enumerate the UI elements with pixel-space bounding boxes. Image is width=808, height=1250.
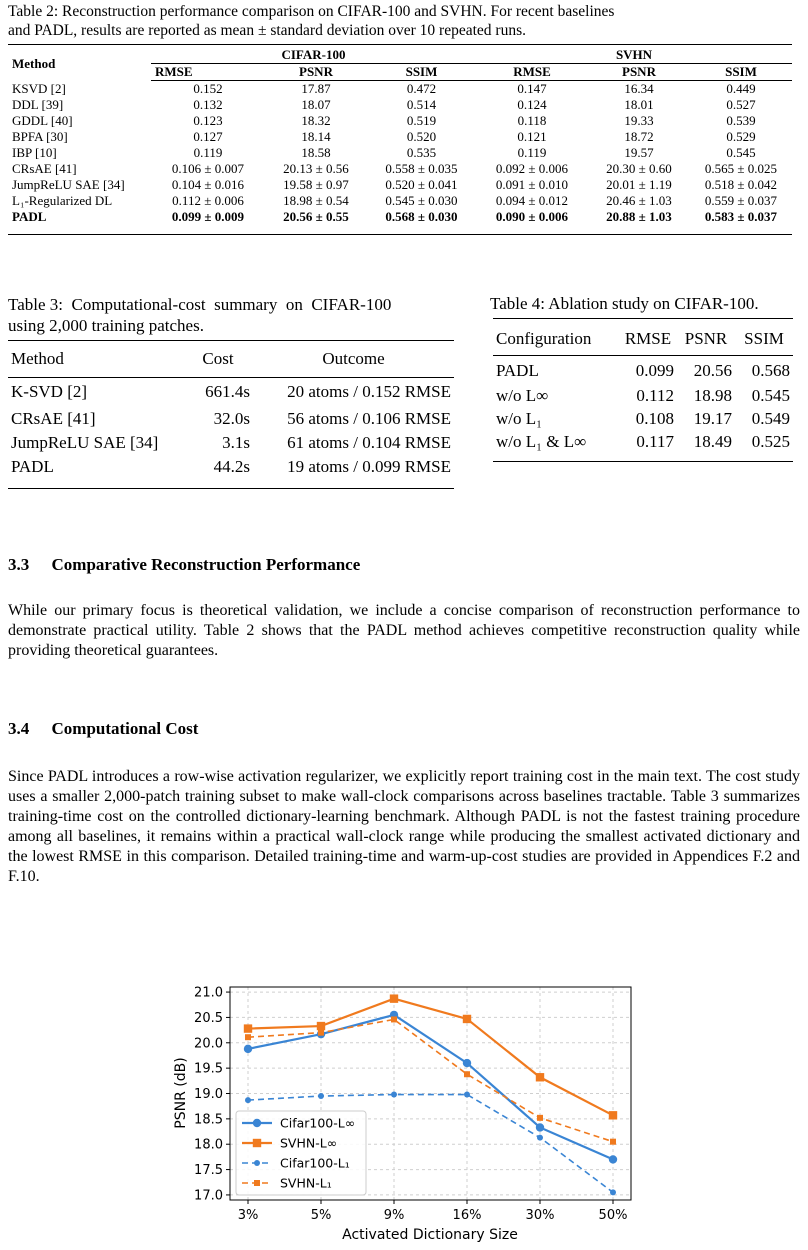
table-row bbox=[8, 431, 454, 455]
table-cell: 20.01 ± 1.19 bbox=[606, 177, 672, 192]
table4-col-config: Configuration bbox=[496, 328, 592, 348]
table-cell: 0.091 ± 0.010 bbox=[495, 177, 569, 192]
table-cell: 0.106 ± 0.007 bbox=[171, 161, 245, 176]
row-label: w/o L∞ bbox=[496, 386, 549, 405]
table-cell: 19.57 bbox=[624, 145, 654, 160]
section-title: Computational Cost bbox=[51, 719, 199, 738]
table-cell: 0.121 bbox=[517, 129, 547, 144]
table2-col-header: RMSE bbox=[476, 64, 588, 81]
chart-point bbox=[464, 1071, 470, 1077]
table4-col-rmse: RMSE bbox=[624, 328, 672, 348]
table2-bottom-rule bbox=[8, 234, 792, 235]
row-label: DDL [39] bbox=[12, 97, 64, 112]
table-cell: 0.108 bbox=[635, 409, 674, 428]
table4-col-psnr: PSNR bbox=[684, 328, 728, 348]
chart-point bbox=[536, 1123, 544, 1131]
table-row bbox=[8, 193, 792, 209]
table-cell: 19.58 ± 0.97 bbox=[283, 177, 349, 192]
table-cell: 0.127 bbox=[193, 129, 223, 144]
table-cell: 0.565 ± 0.025 bbox=[704, 161, 778, 176]
table-cell: 19.17 bbox=[693, 409, 732, 428]
table-cell: 18.49 bbox=[693, 432, 732, 451]
row-label: BPFA [30] bbox=[12, 129, 68, 144]
table-cell: 18.07 bbox=[301, 97, 331, 112]
table-cell: 661.4s bbox=[205, 382, 250, 401]
legend-label: SVHN-L₁ bbox=[280, 1175, 332, 1191]
table-cell: 18.98 ± 0.54 bbox=[283, 193, 349, 208]
table-row bbox=[8, 177, 792, 193]
table-cell: 16.34 bbox=[624, 81, 654, 96]
row-label: K-SVD [2] bbox=[11, 382, 88, 401]
table-cell: 3.1s bbox=[222, 433, 250, 452]
chart-y-tick-label: 17.5 bbox=[194, 1163, 223, 1179]
table-cell: 0.119 bbox=[193, 145, 223, 160]
chart-point bbox=[244, 1024, 252, 1032]
table-row bbox=[8, 97, 792, 113]
table-row bbox=[8, 209, 792, 225]
table-cell: 18.32 bbox=[301, 113, 331, 128]
chart-y-tick-label: 18.5 bbox=[194, 1112, 223, 1128]
row-label: CRsAE [41] bbox=[11, 409, 96, 428]
chart-y-tick-label: 19.0 bbox=[194, 1087, 223, 1102]
table2-col-header: SSIM bbox=[367, 64, 476, 81]
table-cell: 17.87 bbox=[301, 81, 331, 96]
table-cell: 19 atoms / 0.099 RMSE bbox=[287, 457, 451, 476]
table-cell: 0.123 bbox=[193, 113, 223, 128]
chart-point bbox=[537, 1115, 543, 1121]
table-cell: 19.33 bbox=[624, 113, 654, 128]
chart-y-axis-label: PSNR (dB) bbox=[173, 1057, 189, 1129]
table-cell: 0.119 bbox=[517, 145, 547, 160]
chart-y-tick-label: 20.0 bbox=[194, 1036, 223, 1052]
section-title: Comparative Reconstruction Performance bbox=[51, 555, 361, 574]
row-label: w/o L₁ & L∞ bbox=[496, 432, 587, 451]
chart-x-tick-label: 3% bbox=[237, 1208, 259, 1223]
table2-top-rule bbox=[8, 44, 792, 45]
legend-label: Cifar100-L∞ bbox=[280, 1115, 356, 1131]
row-label: PADL bbox=[11, 457, 54, 476]
table4 bbox=[493, 320, 793, 453]
chart-y-tick-label: 21.0 bbox=[194, 985, 223, 1001]
row-label: L₁-Regularized DL bbox=[12, 193, 113, 208]
table2-method-header: Method bbox=[12, 55, 56, 71]
table-cell: 56 atoms / 0.106 RMSE bbox=[287, 409, 451, 428]
table-cell: 20.13 ± 0.56 bbox=[283, 161, 349, 176]
row-label: GDDL [40] bbox=[12, 113, 73, 128]
table-cell: 0.147 bbox=[517, 81, 547, 96]
table2-caption-line2: and PADL, results are reported as mean ± standard deviation over 10 repeated runs. bbox=[8, 22, 526, 39]
chart-x-tick-label: 9% bbox=[383, 1208, 405, 1223]
table-cell: 0.112 bbox=[636, 386, 674, 405]
table-cell: 0.545 ± 0.030 bbox=[385, 193, 458, 208]
chart-point bbox=[253, 1119, 261, 1127]
table3-caption-line2: using 2,000 training patches. bbox=[8, 316, 204, 335]
table-cell: 0.529 bbox=[726, 129, 756, 144]
table2-caption bbox=[8, 2, 803, 40]
section-number: 3.3 bbox=[8, 555, 30, 574]
table2-group-cifar: CIFAR-100 bbox=[151, 47, 476, 64]
row-label: PADL bbox=[12, 209, 47, 224]
table-row bbox=[493, 384, 793, 407]
chart-series-1 bbox=[244, 994, 617, 1119]
chart-y-ticks bbox=[194, 986, 230, 1204]
table-cell: 61 atoms / 0.104 RMSE bbox=[287, 433, 451, 452]
chart-y-tick-label: 20.5 bbox=[194, 1010, 223, 1026]
table2-group-svhn: SVHN bbox=[476, 47, 792, 64]
table2-col-header: PSNR bbox=[265, 64, 367, 81]
table-cell: 18.72 bbox=[624, 129, 654, 144]
table-cell: 20.56 bbox=[693, 360, 732, 380]
table2-col-header: SSIM bbox=[690, 64, 792, 81]
chart-point bbox=[610, 1189, 616, 1195]
chart-x-tick-label: 50% bbox=[598, 1208, 628, 1223]
table3-caption-line1: Table 3: Computational-cost summary on CIFAR-100 bbox=[8, 295, 392, 314]
table-row bbox=[8, 455, 454, 479]
table4-col-ssim: SSIM bbox=[744, 328, 784, 348]
table-cell: 0.112 ± 0.006 bbox=[172, 193, 244, 208]
table4-caption: Table 4: Ablation study on CIFAR-100. bbox=[490, 294, 759, 313]
table-cell: 0.518 ± 0.042 bbox=[704, 177, 778, 192]
chart-y-tick-label: 17.0 bbox=[194, 1188, 223, 1204]
table-cell: 20.56 ± 0.55 bbox=[283, 209, 349, 224]
row-label: CRsAE [41] bbox=[12, 161, 77, 176]
table-cell: 0.520 ± 0.041 bbox=[385, 177, 458, 192]
table-row bbox=[8, 145, 792, 161]
table-row bbox=[493, 356, 793, 384]
table3-mid-rule bbox=[8, 377, 454, 378]
table-cell: 0.568 bbox=[751, 360, 790, 380]
table-cell: 0.568 ± 0.030 bbox=[385, 209, 458, 224]
psnr-line-chart bbox=[160, 975, 650, 1250]
section-3-4-heading bbox=[8, 719, 198, 739]
chart-x-ticks bbox=[238, 1200, 628, 1223]
table3-col-cost: Cost bbox=[202, 349, 234, 368]
table-cell: 0.092 ± 0.006 bbox=[495, 161, 569, 176]
table-cell: 0.558 ± 0.035 bbox=[385, 161, 458, 176]
table-row bbox=[8, 81, 792, 98]
chart-x-tick-label: 30% bbox=[525, 1208, 555, 1223]
table-row bbox=[493, 430, 793, 453]
table-cell: 20 atoms / 0.152 RMSE bbox=[287, 382, 451, 401]
row-label: JumpReLU SAE [34] bbox=[12, 177, 125, 192]
table-row bbox=[493, 407, 793, 430]
chart-x-axis-label: Activated Dictionary Size bbox=[342, 1227, 518, 1243]
table-cell: 44.2s bbox=[213, 457, 250, 476]
table-cell: 0.525 bbox=[751, 432, 790, 451]
table-cell: 18.14 bbox=[301, 129, 331, 144]
row-label: PADL bbox=[496, 360, 539, 380]
table3 bbox=[8, 341, 454, 479]
table-row bbox=[8, 161, 792, 177]
table-cell: 0.117 bbox=[636, 432, 674, 451]
table-row bbox=[8, 129, 792, 145]
table-cell: 18.01 bbox=[624, 97, 654, 112]
table-cell: 0.519 bbox=[406, 113, 437, 128]
chart-point bbox=[390, 994, 398, 1002]
row-label: KSVD [2] bbox=[12, 80, 66, 96]
table-cell: 18.58 bbox=[301, 145, 331, 160]
table-cell: 0.124 bbox=[517, 97, 547, 112]
chart-point bbox=[463, 1059, 471, 1067]
chart-point bbox=[391, 1092, 397, 1098]
table-row bbox=[8, 113, 792, 129]
table-cell: 0.583 ± 0.037 bbox=[704, 209, 778, 224]
table-cell: 32.0s bbox=[213, 409, 250, 428]
table2-col-header: PSNR bbox=[588, 64, 690, 81]
table4-bottom-rule bbox=[493, 461, 793, 462]
chart-point bbox=[253, 1139, 261, 1147]
chart-point bbox=[537, 1135, 543, 1141]
table-cell: 0.559 ± 0.037 bbox=[704, 193, 778, 208]
legend-label: Cifar100-L₁ bbox=[280, 1155, 350, 1171]
chart-point bbox=[254, 1160, 260, 1166]
table-row bbox=[8, 407, 454, 431]
table2 bbox=[8, 47, 792, 225]
chart-point bbox=[391, 1016, 397, 1022]
chart-point bbox=[318, 1030, 324, 1036]
legend-label: SVHN-L∞ bbox=[280, 1135, 338, 1151]
chart-point bbox=[245, 1034, 251, 1040]
table-cell: 20.30 ± 0.60 bbox=[606, 161, 672, 176]
table-cell: 0.545 bbox=[751, 386, 790, 405]
chart-point bbox=[610, 1139, 616, 1145]
chart-point bbox=[244, 1045, 252, 1053]
table-cell: 0.549 bbox=[751, 409, 790, 428]
section-number: 3.4 bbox=[8, 719, 30, 738]
table3-col-outcome: Outcome bbox=[322, 349, 385, 368]
row-label: IBP [10] bbox=[12, 145, 57, 160]
chart-x-tick-label: 5% bbox=[310, 1208, 332, 1223]
table-cell: 0.090 ± 0.006 bbox=[495, 209, 569, 224]
table-cell: 0.099 ± 0.009 bbox=[171, 209, 245, 224]
chart-point bbox=[536, 1073, 544, 1081]
table-cell: 0.094 ± 0.012 bbox=[495, 193, 569, 208]
table-cell: 0.514 bbox=[406, 97, 437, 112]
row-label: JumpReLU SAE [34] bbox=[11, 433, 159, 452]
table4-mid-rule bbox=[493, 355, 793, 356]
chart-point bbox=[254, 1180, 260, 1186]
table-cell: 0.152 bbox=[193, 81, 223, 96]
chart-y-tick-label: 18.0 bbox=[194, 1137, 223, 1153]
table-cell: 20.88 ± 1.03 bbox=[606, 209, 672, 224]
section-3-3-paragraph: While our primary focus is theoretical validation, we include a concise comparison of reconstruction performance to demonstrate practical utility. Table 2 shows that the PADL method achieves competitive reconstruction quality while providing theoretical guarantees. bbox=[8, 602, 800, 659]
table-cell: 0.132 bbox=[193, 97, 223, 112]
chart-point bbox=[245, 1097, 251, 1103]
chart-x-tick-label: 16% bbox=[452, 1208, 482, 1223]
table-cell: 0.472 bbox=[406, 81, 437, 96]
table2-caption-line1: Table 2: Reconstruction performance comparison on CIFAR-100 and SVHN. For recent baselines bbox=[8, 3, 615, 20]
chart-point bbox=[464, 1092, 470, 1098]
chart-point bbox=[318, 1093, 324, 1099]
table-cell: 18.98 bbox=[693, 386, 732, 405]
table-cell: 20.46 ± 1.03 bbox=[606, 193, 672, 208]
table-cell: 0.527 bbox=[726, 97, 756, 112]
table-cell: 0.099 bbox=[635, 360, 674, 380]
chart-y-tick-label: 19.5 bbox=[194, 1061, 223, 1077]
table3-caption bbox=[8, 294, 464, 336]
chart-point bbox=[317, 1022, 325, 1030]
table3-bottom-rule bbox=[8, 488, 454, 489]
section-3-3-heading bbox=[8, 555, 360, 575]
row-label: w/o L₁ bbox=[496, 409, 543, 428]
chart-point bbox=[609, 1155, 617, 1163]
table-cell: 0.539 bbox=[726, 113, 756, 128]
chart-point bbox=[609, 1111, 617, 1119]
table3-col-method: Method bbox=[11, 349, 64, 368]
section-3-4-paragraph: Since PADL introduces a row-wise activation regularizer, we explicitly report training cost in the main text. The cost study uses a smaller 2,000-patch training subset to make wall-clock comparisons across baselines tractable. Table 3 summarizes training-time cost on the controlled dictionary-learning benchmark. Although PADL is not the fastest training procedure among all baselines, it remains within a practical wall-clock range while producing the smallest activated dictionary and the lowest RMSE in this comparison. Detailed training-time and warm-up-cost studies are provided in Appendices F.2 and F.10. bbox=[8, 768, 800, 885]
table-cell: 0.520 bbox=[406, 129, 437, 144]
table-cell: 0.118 bbox=[517, 113, 547, 128]
table-row bbox=[8, 377, 454, 407]
table2-col-header: RMSE bbox=[151, 64, 265, 81]
table-cell: 0.449 bbox=[726, 81, 756, 96]
table-cell: 0.545 bbox=[726, 145, 756, 160]
table-cell: 0.104 ± 0.016 bbox=[171, 177, 245, 192]
chart-point bbox=[463, 1015, 471, 1023]
table4-top-rule bbox=[493, 318, 793, 319]
table-cell: 0.535 bbox=[406, 145, 437, 160]
